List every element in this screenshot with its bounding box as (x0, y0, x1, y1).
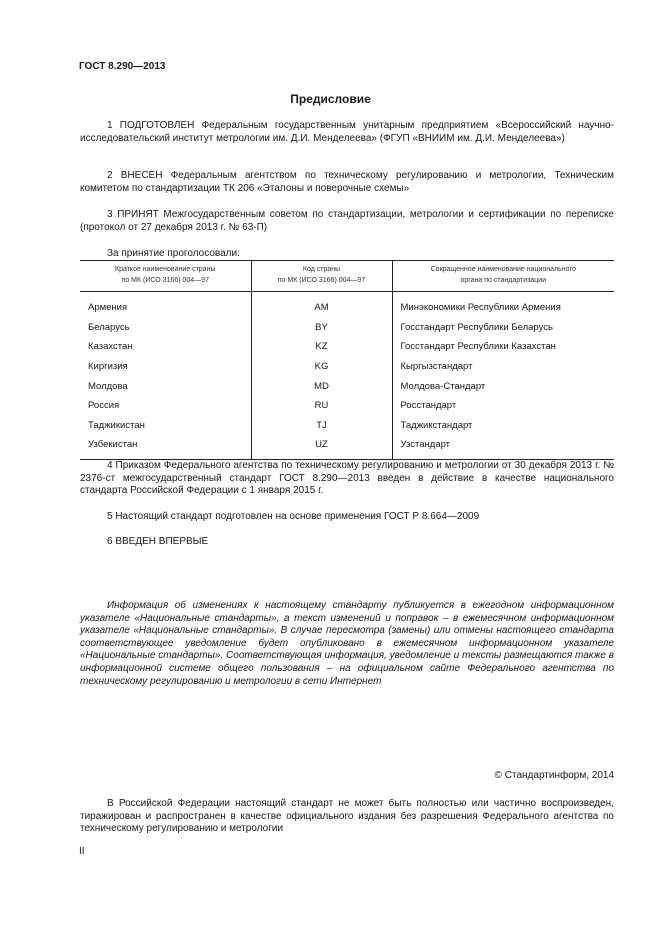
body-cell: Молдова-Стандарт (392, 376, 614, 396)
header-standards-body (392, 261, 614, 292)
table-row (80, 318, 614, 338)
table-row (80, 396, 614, 416)
country-cell: Казахстан (88, 341, 133, 353)
page-title: Предисловие (290, 92, 371, 106)
code-cell: UZ (251, 435, 392, 459)
paragraph-order: 4 Приказом Федерального агентства по техническому регулированию и метрологии от 30 декабря 2013 г. № 2376-ст межгосударственный стандарт ГОСТ 8.290—2013 введен в действие в качестве национального стандарта Российской Федерации с 1 января 2015 г. (80, 460, 614, 497)
rights-notice: В Российской Федерации настоящий стандарт не может быть полностью или частично воспроизведен, тиражирован и распространен в качестве официального издания без разрешения Федерального агентства по техническому регулированию и метрологии (80, 798, 614, 835)
code-cell: KZ (251, 337, 392, 357)
country-cell: Армения (88, 302, 128, 314)
code-cell: AM (251, 292, 392, 318)
country-cell: Молдова (88, 380, 128, 392)
header-line: по МК (ИСО 3166) 004—97 (277, 277, 366, 284)
country-cell: Россия (88, 400, 120, 412)
body-cell: Таджикстандарт (392, 416, 614, 436)
code-cell: TJ (251, 416, 392, 436)
header-line: органа по стандартизации (460, 277, 547, 284)
vote-intro: За принятие проголосовали: (107, 248, 240, 259)
table-row (80, 357, 614, 377)
country-cell: Беларусь (88, 321, 130, 333)
info-notice: Информация об изменениях к настоящему стандарту публикуется в ежегодном информационном указателе «Национальные стандарты», а текст изменений и поправок – в ежемесячном информационном указателе «Национальные стандарты». В случае пересмотра (замены) или отмены настоящего стандарта соответствующее уведомление будет опубликовано в ежемесячном информационном указателе «Национальные стандарты». Соответствующая информация, уведомление и тексты размещаются также в информационной системе общего пользования – на официальном сайте Федерального агентства по техническому регулированию и метрологии в сети Интернет (80, 600, 614, 687)
body-cell: Госстандарт Республики Казахстан (392, 337, 614, 357)
table-row (80, 376, 614, 396)
body-cell: Минэкономики Республики Армения (392, 292, 614, 318)
table-header-row (80, 261, 614, 292)
body-cell: Кыргызстандарт (392, 357, 614, 377)
header-line: Краткое наименование страны (115, 266, 216, 273)
header-country-code (251, 261, 392, 292)
table-row (80, 292, 614, 318)
paragraph-first-introduced: 6 ВВЕДЕН ВПЕРВЫЕ (107, 536, 209, 547)
paragraph-basis: 5 Настоящий стандарт подготовлен на основе применения ГОСТ Р 8.664—2009 (107, 511, 480, 522)
country-cell: Киргизия (88, 361, 128, 373)
country-cell: Таджикистан (88, 419, 145, 431)
header-line: Код страны (302, 266, 341, 273)
voting-table (80, 260, 614, 460)
paragraph-introduced: 2 ВНЕСЕН Федеральным агентством по техническому регулированию и метрологии, Техническим комитетом по стандартизации ТК 206 «Эталоны и поверочные схемы» (80, 170, 614, 194)
code-cell: MD (251, 376, 392, 396)
paragraph-adopted: 3 ПРИНЯТ Межгосударственным советом по стандартизации, метрологии и сертификации по переписке (протокол от 27 декабря 2013 г. № 63-П) (80, 209, 614, 233)
code-cell: RU (251, 396, 392, 416)
country-cell: Узбекистан (80, 435, 251, 459)
header-line: по МК (ИСО 3166) 004—97 (121, 277, 209, 284)
page-number: II (79, 846, 85, 857)
header-country-name (80, 261, 251, 292)
body-cell: Узстандарт (392, 435, 614, 459)
table-row (80, 435, 614, 459)
body-cell: Росстандарт (392, 396, 614, 416)
table-row (80, 337, 614, 357)
document-code: ГОСТ 8.290—2013 (79, 61, 166, 72)
table-row (80, 416, 614, 436)
copyright: © Стандартинформ, 2014 (494, 770, 614, 781)
code-cell: BY (251, 318, 392, 338)
paragraph-prepared: 1 ПОДГОТОВЛЕН Федеральным государственным унитарным предприятием «Всероссийский научно-исследовательский институт метрологии им. Д.И. Менделеева» (ФГУП «ВНИИМ им. Д.И. Менделеева») (80, 120, 614, 144)
header-line: Сокращенное наименование национального (430, 266, 576, 273)
body-cell: Госстандарт Республики Беларусь (392, 318, 614, 338)
code-cell: KG (251, 357, 392, 377)
